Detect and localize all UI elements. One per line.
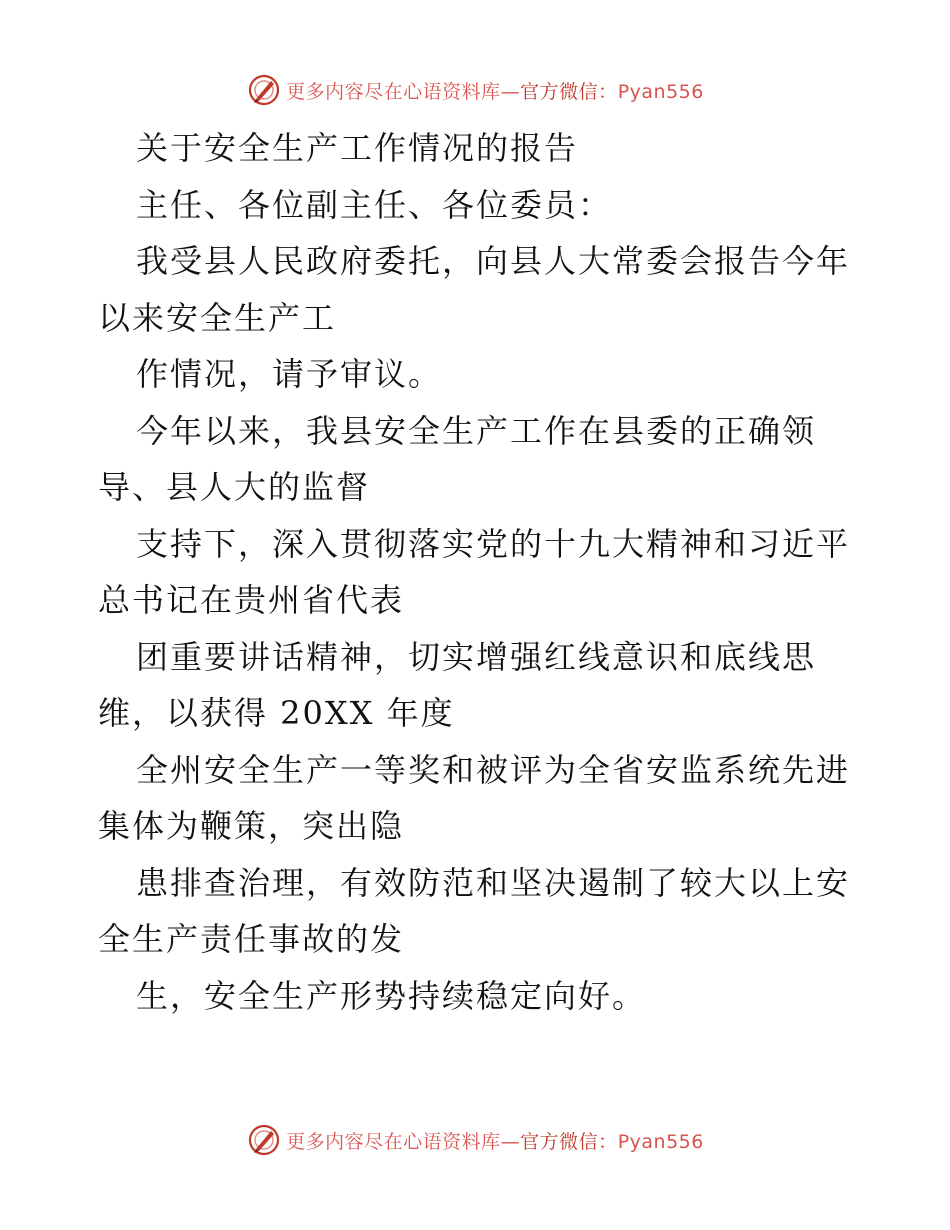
salutation: 主任、各位副主任、各位委员： bbox=[136, 185, 613, 224]
paragraph-line: 支持下，深入贯彻落实党的十九大精神和习近平 bbox=[136, 524, 851, 563]
paragraph-line: 维，以获得 20XX 年度 bbox=[98, 694, 455, 732]
footer-watermark bbox=[0, 1120, 950, 1160]
pen-logo-icon bbox=[246, 1122, 282, 1158]
paragraph-line: 集体为鞭策，突出隐 bbox=[98, 807, 405, 845]
paragraph-line: 全生产责任事故的发 bbox=[98, 920, 405, 958]
paragraph-line: 我受县人民政府委托，向县人大常委会报告今年 bbox=[136, 242, 851, 280]
paragraph-line: 团重要讲话精神，切实增强红线意识和底线思 bbox=[136, 637, 817, 676]
watermark-dash: — bbox=[500, 1130, 521, 1153]
watermark-wechat-label: 官方微信： bbox=[520, 80, 618, 103]
pen-logo-icon bbox=[246, 72, 282, 108]
watermark-wechat-id: Pyan556 bbox=[617, 80, 704, 103]
paragraph-line: 作情况，请予审议。 bbox=[136, 355, 443, 393]
document-title: 关于安全生产工作情况的报告 bbox=[136, 129, 579, 167]
watermark-dash: — bbox=[500, 80, 521, 103]
paragraph-line: 患排查治理，有效防范和坚决遏制了较大以上安 bbox=[136, 863, 851, 902]
document-body bbox=[98, 120, 858, 1024]
paragraph-line: 总书记在贵州省代表 bbox=[98, 581, 405, 619]
watermark-text: 更多内容尽在心语资料库 bbox=[286, 80, 501, 103]
watermark-wechat-label: 官方微信： bbox=[520, 1130, 618, 1153]
paragraph-line: 全州安全生产一等奖和被评为全省安监系统先进 bbox=[136, 750, 851, 789]
paragraph-line: 今年以来，我县安全生产工作在县委的正确领 bbox=[136, 411, 817, 450]
paragraph-line: 导、县人大的监督 bbox=[98, 468, 371, 506]
watermark-text: 更多内容尽在心语资料库 bbox=[286, 1130, 501, 1153]
watermark-wechat-id: Pyan556 bbox=[617, 1130, 704, 1153]
header-watermark bbox=[0, 70, 950, 110]
paragraph-line: 以来安全生产工 bbox=[98, 298, 337, 337]
paragraph-line: 生，安全生产形势持续稳定向好。 bbox=[136, 976, 647, 1015]
